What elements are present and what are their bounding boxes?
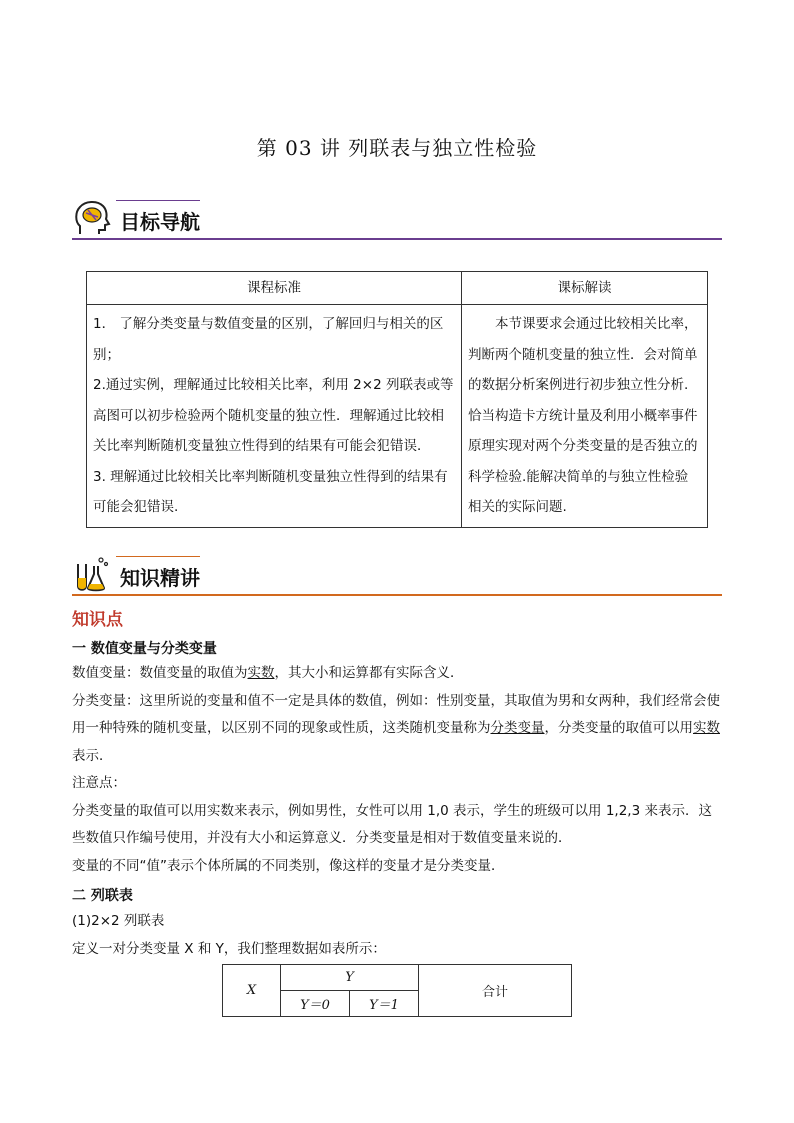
cell-x: X [223,965,281,1017]
note-label: 注意点： [72,775,126,791]
subheading-2x2: (1)2×2 列联表 [72,913,165,929]
cell-y0: Y＝0 [281,991,350,1017]
definition-text: 定义一对分类变量 X 和 Y，我们整理数据如表所示： [72,940,386,957]
interpretation-cell [462,305,708,528]
numeric-variable-paragraph: 数值变量：数值变量的取值为实数，其大小和运算都有实际含义． [72,665,464,681]
knowledge-body [72,660,722,880]
categorical-variable-paragraph: 分类变量：这里所说的变量和值不一定是具体的数值，例如：性别变量，其取值为男和女两种，我们经常会使用一种特殊的随机变量，以区别不同的现象或性质，这类随机变量称为分类变量，分类变量的取值可以用实数表示． [72,692,720,764]
lab-flask-icon [72,554,112,594]
head-brain-icon [72,198,112,238]
standard-item: 2.通过实例，理解通过比较相关比率，利用 2×2 列联表或等高图可以初步检验两个随机变量的独立性．理解通过比较相关比率判断随机变量独立性得到的结果有可能会犯错误． [93,377,454,454]
note-paragraph: 变量的不同“值”表示个体所属的不同类别，像这样的变量才是分类变量． [72,857,505,874]
contingency-table [222,964,572,1017]
goal-section-title: 目标导航 [120,210,200,234]
knowledge-point-title: 知识点 [72,610,123,630]
page-title: 第 03 讲 列联表与独立性检验 [256,136,538,160]
heading-contingency: 二 列联表 [72,888,133,904]
cell-y1: Y＝1 [350,991,419,1017]
interpretation-text: 本节课要求会通过比较相关比率，判断两个随机变量的独立性．会对简单的数据分析案例进行初步独立性分析.恰当构造卡方统计量及利用小概率事件原理实现对两个分类变量的是否独立的科学检验.能解决简单的与独立性检验相关的实际问题. [468,316,698,515]
knowledge-section-header [72,554,722,598]
standard-item: 3. 理解通过比较相关比率判断随机变量独立性得到的结果有可能会犯错误. [93,468,448,515]
goal-section-header [72,198,722,242]
heading-numeric-categorical: 一 数值变量与分类变量 [72,641,217,657]
contingency-intro [72,908,722,963]
note-paragraph: 分类变量的取值可以用实数来表示，例如男性，女性可以用 1,0 表示，学生的班级可以用 1,2,3 来表示．这些数值只作编号使用，并没有大小和运算意义．分类变量是相对于数值变量来说的． [72,802,712,846]
knowledge-section-title: 知识精讲 [120,566,200,590]
cell-total: 合计 [419,965,572,1017]
cell-y: Y [281,965,419,991]
table-header: 课标解读 [462,272,708,305]
table-header: 课程标准 [87,272,462,305]
standard-item: 1． 了解分类变量与数值变量的区别，了解回归与相关的区别； [93,316,444,363]
standards-cell [87,305,462,528]
standards-table [86,271,708,528]
